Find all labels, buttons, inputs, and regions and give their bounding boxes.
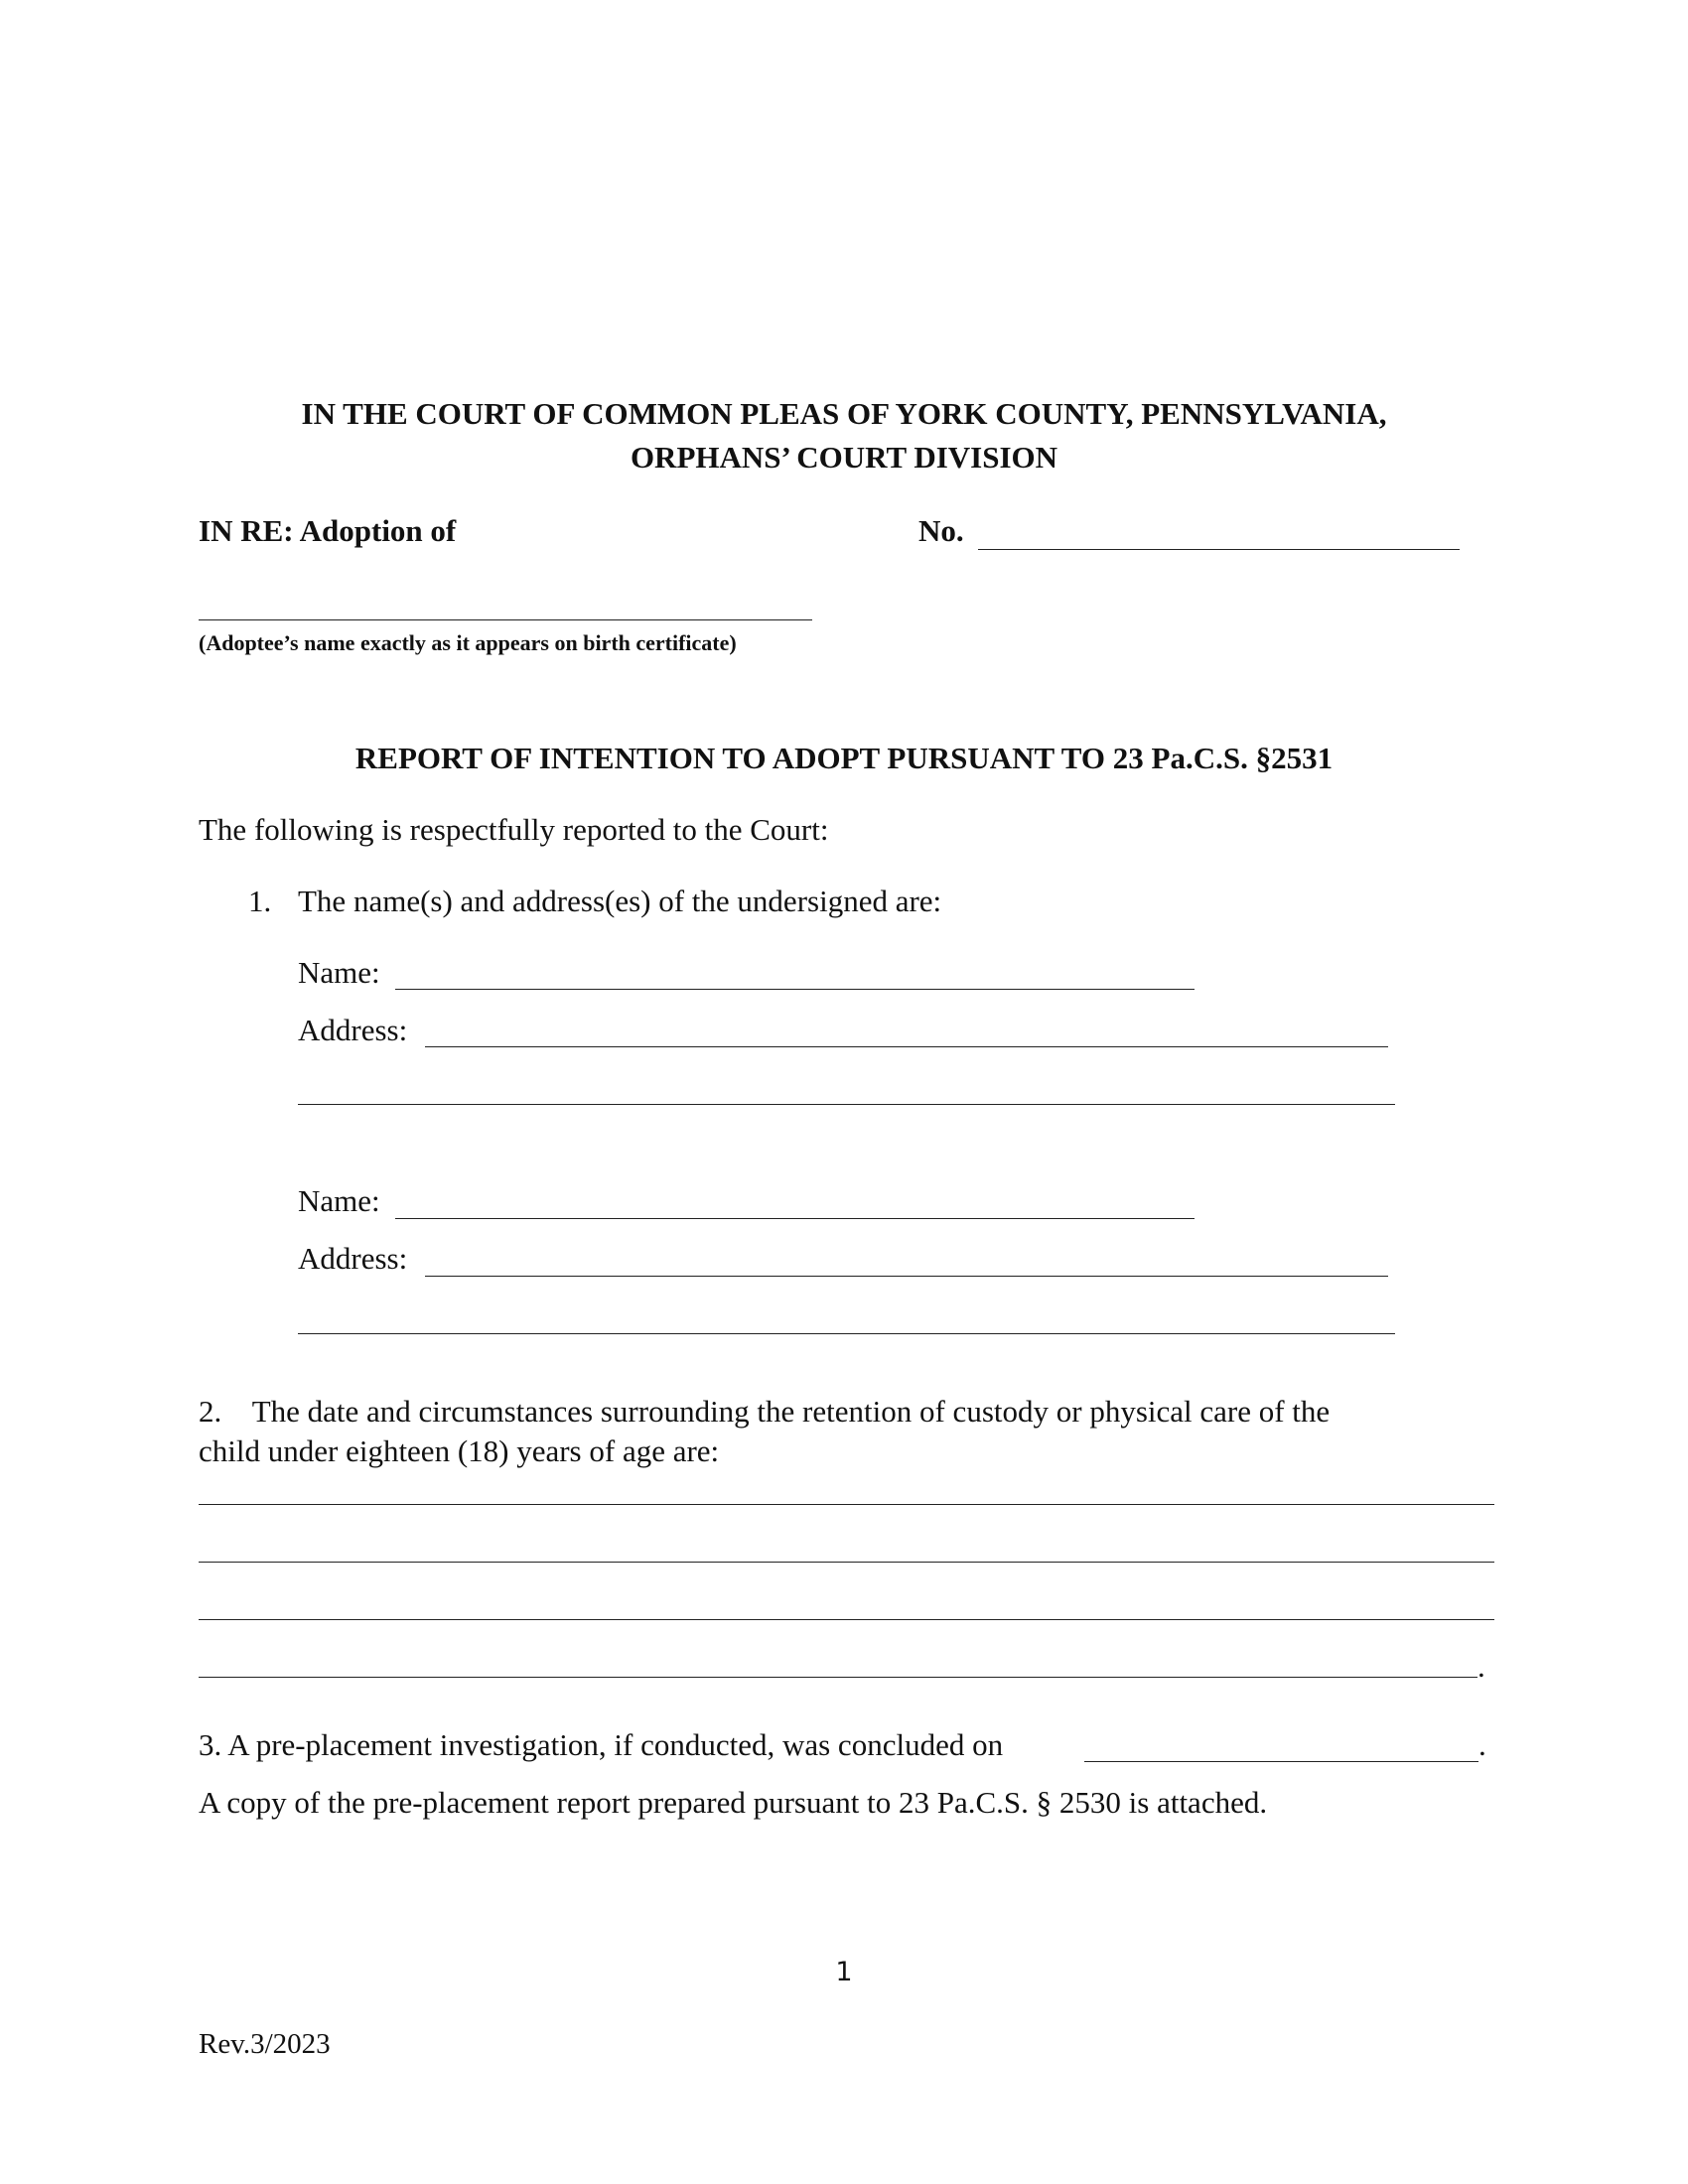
adoptee-name-field[interactable] — [199, 619, 812, 620]
circumstances-period: . — [1477, 1649, 1485, 1684]
intro-text: The following is respectfully reported to the Court: — [199, 812, 829, 847]
case-number-field[interactable] — [978, 549, 1460, 550]
court-heading-line2: ORPHANS’ COURT DIVISION — [630, 440, 1058, 475]
address-field-1-line2[interactable] — [298, 1104, 1395, 1105]
item2-text-line1: 2. The date and circumstances surrounding the retention of custody or physical care of the — [199, 1394, 1331, 1429]
circumstances-field-line4[interactable] — [199, 1677, 1477, 1678]
investigation-date-field[interactable] — [1084, 1761, 1478, 1762]
case-number-label: No. — [918, 513, 964, 548]
circumstances-field-line2[interactable] — [199, 1562, 1494, 1563]
item3-text-line1: 3. A pre-placement investigation, if conducted, was concluded on — [199, 1727, 1004, 1762]
item2-text-line2: child under eighteen (18) years of age are: — [199, 1433, 720, 1468]
address-field-1-line1[interactable] — [425, 1046, 1388, 1047]
name-field-1[interactable] — [395, 989, 1195, 990]
item1-text: The name(s) and address(es) of the undersigned are: — [298, 884, 942, 918]
court-heading-line1: IN THE COURT OF COMMON PLEAS OF YORK COUNTY, PENNSYLVANIA, — [301, 396, 1387, 431]
address-label-1: Address: — [298, 1013, 408, 1047]
address-field-2-line1[interactable] — [425, 1276, 1388, 1277]
investigation-date-period: . — [1478, 1727, 1486, 1762]
name-label-2: Name: — [298, 1183, 380, 1218]
address-label-2: Address: — [298, 1241, 408, 1276]
document-title: REPORT OF INTENTION TO ADOPT PURSUANT TO 23 Pa.C.S. §2531 — [354, 741, 1334, 775]
adoptee-name-note: (Adoptee’s name exactly as it appears on birth certificate) — [199, 630, 737, 655]
in-re-label: IN RE: Adoption of — [199, 513, 457, 548]
item3-text-line2: A copy of the pre-placement report prepared pursuant to 23 Pa.C.S. § 2530 is attached. — [199, 1785, 1268, 1820]
circumstances-field-line3[interactable] — [199, 1619, 1494, 1620]
address-field-2-line2[interactable] — [298, 1333, 1395, 1334]
item1-number: 1. — [248, 884, 272, 918]
circumstances-field-line1[interactable] — [199, 1504, 1494, 1505]
page-number: 1 — [835, 1957, 853, 1987]
name-label-1: Name: — [298, 955, 380, 990]
name-field-2[interactable] — [395, 1218, 1195, 1219]
revision-label: Rev.3/2023 — [199, 2028, 331, 2060]
